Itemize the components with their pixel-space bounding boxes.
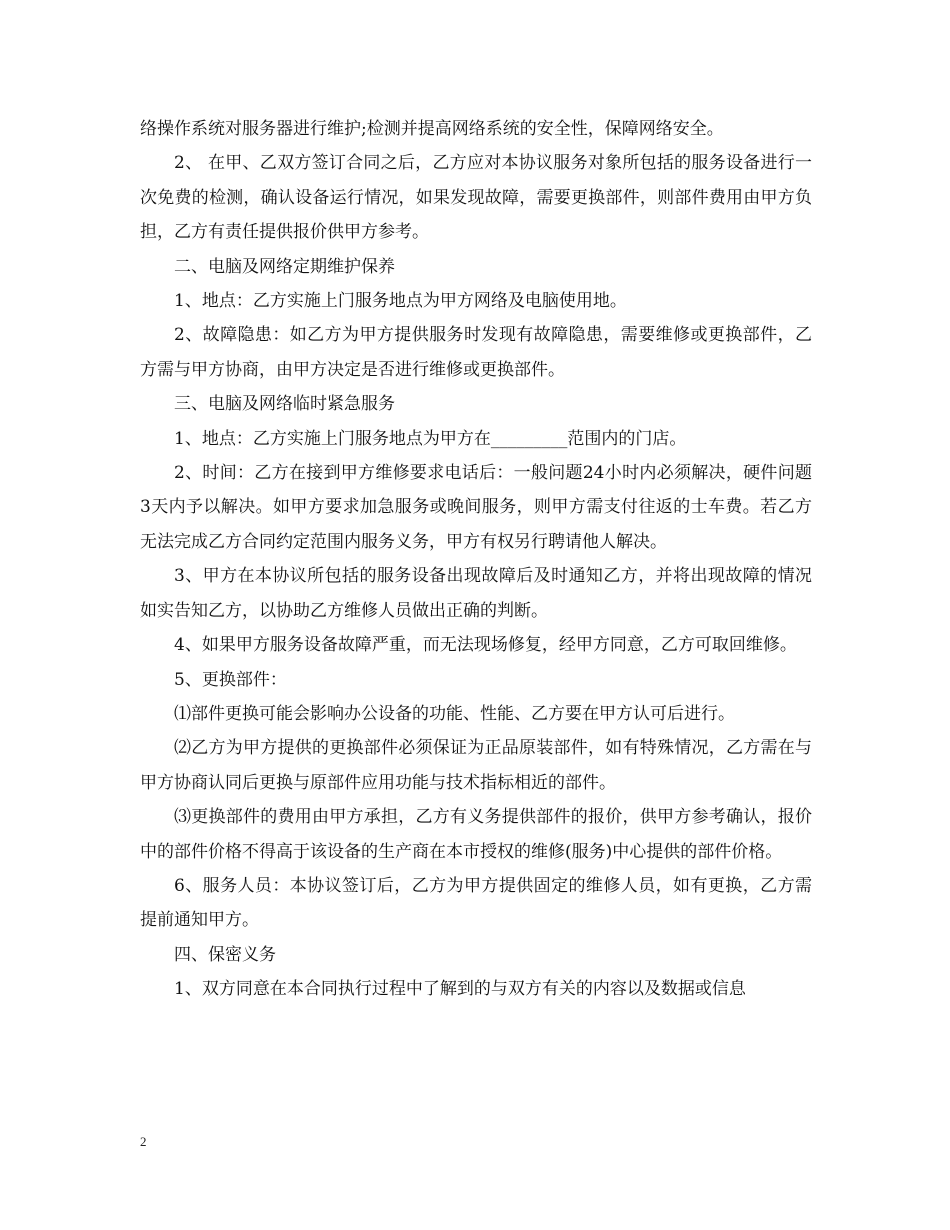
section-heading: 二、电脑及网络定期维护保养 bbox=[174, 256, 395, 277]
page-number: 2 bbox=[140, 1134, 147, 1149]
paragraph: 6、服务人员：本协议签订后，乙方为甲方提供固定的维修人员，如有更换，乙方需提前通知甲方。 bbox=[140, 875, 812, 931]
paragraph: 5、更换部件： bbox=[174, 669, 287, 690]
paragraph: 络操作系统对服务器进行维护;检测并提高网络系统的安全性，保障网络安全。 bbox=[140, 119, 724, 139]
paragraph: 4、如果甲方服务设备故障严重，而无法现场修复，经甲方同意，乙方可取回维修。 bbox=[174, 635, 797, 656]
section-heading: 三、电脑及网络临时紧急服务 bbox=[174, 394, 395, 415]
document-body bbox=[140, 112, 812, 1007]
paragraph: ⑵乙方为甲方提供的更换部件必须保证为正品原装部件，如有特殊情况，乙方需在与甲方协商认同后更换与原部件应用功能与技术指标相近的部件。 bbox=[140, 738, 812, 793]
paragraph: ⑴部件更换可能会影响办公设备的功能、性能、乙方要在甲方认可后进行。 bbox=[174, 703, 735, 724]
paragraph: 1、地点：乙方实施上门服务地点为甲方在_________范围内的门店。 bbox=[174, 428, 687, 449]
paragraph: 3、甲方在本协议所包括的服务设备出现故障后及时通知乙方，并将出现故障的情况如实告知乙方，以协助乙方维修人员做出正确的判断。 bbox=[140, 566, 812, 621]
section-heading: 四、保密义务 bbox=[174, 944, 276, 965]
paragraph: 2、时间：乙方在接到甲方维修要求电话后：一般问题24小时内必须解决，硬件问题3天内予以解决。如甲方要求加急服务或晚间服务，则甲方需支付往返的士车费。若乙方无法完成乙方合同约定范围内服务义务，甲方有权另行聘请他人解决。 bbox=[140, 463, 812, 552]
paragraph: 2、故障隐患：如乙方为甲方提供服务时发现有故障隐患，需要维修或更换部件，乙方需与甲方协商，由甲方决定是否进行维修或更换部件。 bbox=[140, 325, 812, 380]
paragraph: 1、双方同意在本合同执行过程中了解到的与双方有关的内容以及数据或信息 bbox=[174, 979, 746, 1000]
paragraph: 2、 在甲、乙双方签订合同之后，乙方应对本协议服务对象所包括的服务设备进行一次免费的检测，确认设备运行情况，如果发现故障，需要更换部件，则部件费用由甲方负担，乙方有责任提供报价供甲方参考。 bbox=[140, 153, 812, 243]
paragraph: ⑶更换部件的费用由甲方承担，乙方有义务提供部件的报价，供甲方参考确认，报价中的部件价格不得高于该设备的生产商在本市授权的维修(服务)中心提供的部件价格。 bbox=[140, 807, 812, 862]
paragraph: 1、地点：乙方实施上门服务地点为甲方网络及电脑使用地。 bbox=[174, 291, 627, 312]
